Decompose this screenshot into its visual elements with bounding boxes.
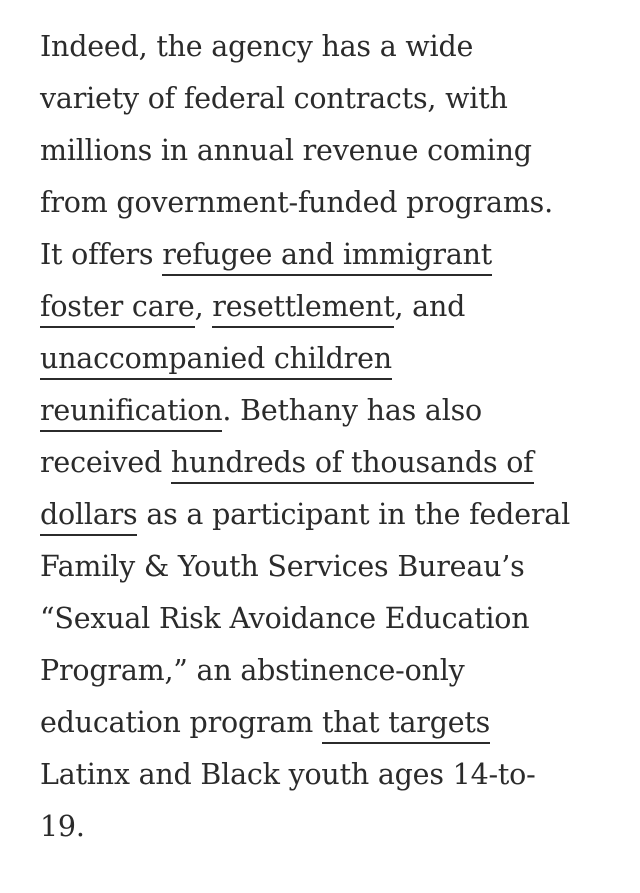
text-line (40, 229, 600, 281)
text-line (40, 281, 600, 333)
article-paragraph (40, 21, 600, 853)
link-refugee-foster-care-cont[interactable]: foster care (40, 290, 195, 328)
text-segment: , (194, 290, 213, 323)
link-hundreds-of-thousands[interactable]: hundreds of thousands of (171, 446, 534, 484)
link-unaccompanied-children[interactable]: unaccompanied children (40, 342, 392, 380)
text-line: “Sexual Risk Avoidance Education (40, 602, 530, 635)
text-segment: , and (394, 290, 466, 323)
text-line (40, 437, 600, 489)
link-resettlement[interactable]: resettlement (212, 290, 394, 328)
text-segment: as a participant in the federal (137, 498, 570, 531)
text-line: variety of federal contracts, with (40, 82, 508, 115)
text-line: Latinx and Black youth ages 14-to- (40, 758, 536, 791)
text-segment: received (40, 446, 171, 479)
text-line (40, 385, 600, 437)
text-line (40, 697, 600, 749)
text-segment: education program (40, 706, 322, 739)
link-hundreds-of-thousands-cont[interactable]: dollars (40, 498, 137, 536)
text-line: millions in annual revenue coming (40, 134, 532, 167)
text-line: from government-funded programs. (40, 186, 553, 219)
text-line: Program,” an abstinence-only (40, 654, 465, 687)
text-line (40, 489, 600, 541)
text-line: Family & Youth Services Bureau’s (40, 550, 525, 583)
link-that-targets[interactable]: that targets (322, 706, 490, 744)
text-line: Indeed, the agency has a wide (40, 30, 474, 63)
text-line: 19. (40, 810, 85, 843)
link-refugee-foster-care[interactable]: refugee and immigrant (162, 238, 492, 276)
text-line (40, 333, 600, 385)
text-segment: It offers (40, 238, 163, 271)
link-unaccompanied-children-cont[interactable]: reunification (40, 394, 222, 432)
text-segment: . Bethany has also (222, 394, 482, 427)
